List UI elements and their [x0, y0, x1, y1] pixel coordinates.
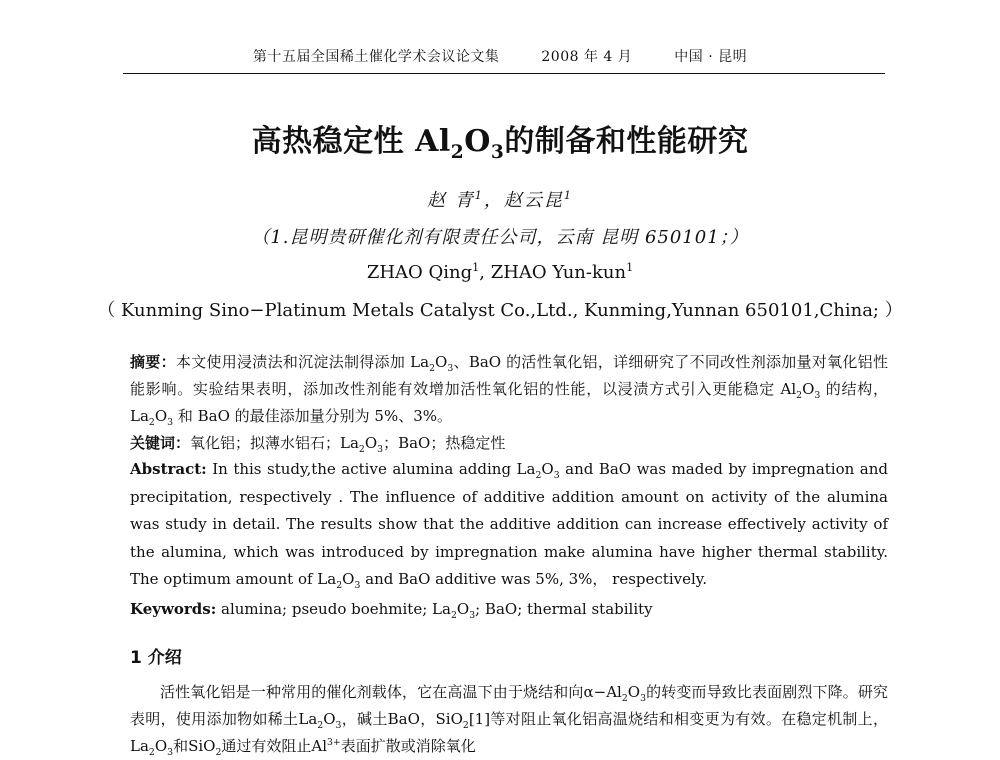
keywords-en-label: Keywords:: [130, 600, 217, 618]
keywords-english: Keywords: alumina; pseudo boehmite; $La_2O_3$; BaO; thermal stability: [130, 600, 653, 621]
affiliation-chinese: （1.昆明贵研催化剂有限责任公司，云南 昆明 650101；）: [251, 227, 749, 248]
abstract-chinese: 摘要：本文使用浸渍法和沉淀法制得添加 $La_2O_3$、BaO 的活性氧化铝，详细研究了不同改性剂添加量对氧化铝性能影响。实验结果表明，添加改性剂能有效增加活性氧化铝的性能，以浸渍方式引入更能稳定 $Al_2O_3$ 的结构，$La_2O_3$ 和 BaO 的最佳添加量分别为 5%、3%。: [130, 353, 888, 428]
keywords-label: 关键词：: [130, 434, 191, 452]
abstract-en-label: Abstract:: [130, 460, 207, 478]
running-header: [120, 46, 880, 66]
introduction-paragraph: 活性氧化铝是一种常用的催化剂载体，它在高温下由于烧结和向$\alpha-Al_2O_3$的转变而导致比表面剧烈下降。研究表明，使用添加物如稀土$La_2O_3$，碱土BaO，SiO$_2$[1]等对阻止氧化铝高温烧结和相变更为有效。在稳定机制上，$La_2O_3$和SiO$_2$通过有效阻止$Al^{3+}$表面扩散或消除氧化: [130, 683, 888, 758]
publication-date: 2008 年 4 月: [541, 49, 633, 65]
proceedings-title: 第十五届全国稀土催化学术会议论文集: [252, 49, 500, 65]
header-rule: [123, 73, 885, 74]
abstract-label: 摘要：: [130, 353, 176, 371]
abstract-english: Abstract: In this study,the active alumina adding $La_2O_3$ and BaO was maded by impregnation and precipitation, respectively . The influence of additive addition amount on activity of the alumina was study in detail. The results show that the additive addition can increase effectively activity of the alumina, which was introduced by impregnation make alumina have higher thermal stability. The optimum amount of $La_2O_3$ and BaO additive was 5%, 3%， respectively.: [130, 460, 888, 591]
conference-location: 中国 · 昆明: [674, 49, 748, 65]
authors-english: ZHAO Qing$^1$, ZHAO Yun-kun$^1$: [366, 261, 634, 283]
authors-chinese: 赵 青$^1$，赵云昆$^1$: [427, 189, 573, 211]
keywords-chinese: 关键词：氧化铝；拟薄水铝石；$La_2O_3$；BaO；热稳定性: [130, 434, 506, 455]
affiliation-english: （ Kunming Sino−Platinum Metals Catalyst Co.,Ltd., Kunming,Yunnan 650101,China; ）: [97, 300, 903, 321]
paper-title: 高热稳定性 $Al_2O_3$的制备和性能研究: [251, 124, 749, 163]
section-heading-introduction: 1 介绍: [130, 648, 182, 668]
